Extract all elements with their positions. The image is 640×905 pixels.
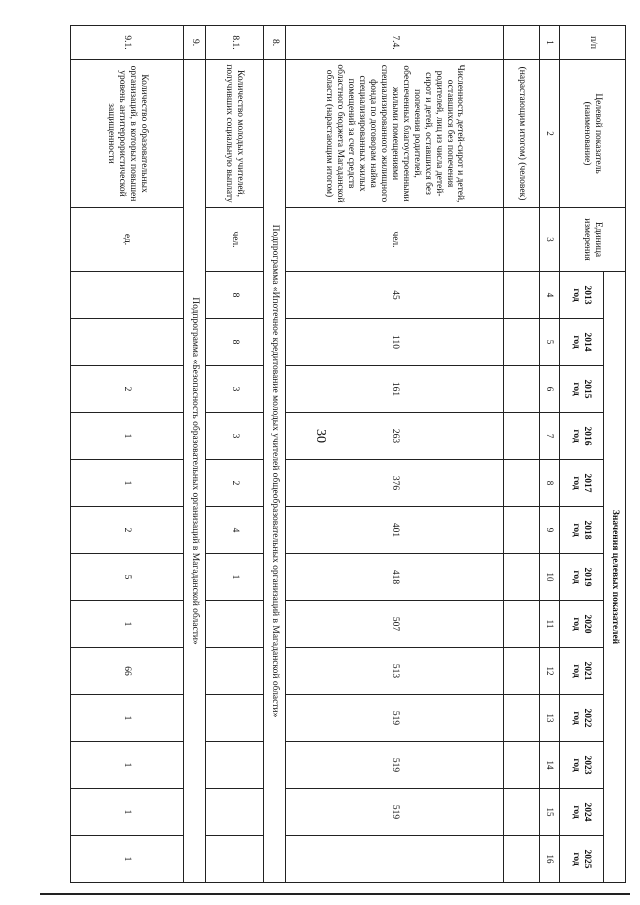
value-cell: 8 xyxy=(206,319,264,366)
header-year: 2024 год xyxy=(560,789,604,836)
value-cell xyxy=(71,319,184,366)
header-year: 2017 год xyxy=(560,460,604,507)
header-indicator: Целевой показатель (наименование) xyxy=(560,60,626,208)
value-cell: 1 xyxy=(71,413,184,460)
column-numbers-row xyxy=(540,26,560,883)
value-cell xyxy=(206,648,264,695)
indicator-name: (нарастающим итогом) (человек) xyxy=(504,60,540,208)
target-indicators-table xyxy=(70,25,626,883)
col-num: 1 xyxy=(540,26,560,60)
value-cell: 2 xyxy=(206,460,264,507)
value-cell: 519 xyxy=(286,695,504,742)
col-num: 4 xyxy=(540,272,560,319)
col-num: 16 xyxy=(540,836,560,883)
row-number: 9.1. xyxy=(71,26,184,60)
value-cell: 1 xyxy=(71,836,184,883)
table-row-7-4 xyxy=(286,26,504,883)
table-row-8-1 xyxy=(206,26,264,883)
value-cell: 513 xyxy=(286,648,504,695)
value-cell: 507 xyxy=(286,601,504,648)
indicator-name: Численность детей-сирот и детей, оставшихся без попечения родителей, лиц из числа детей-сирот и детей, оставшихся без попечения родителей, обеспеченных благоустроенными жилыми помещениями специализированного жилищного фонда по договорам найма специализированных жилых помещений за счет средств областного бюджета Магаданской области (нарастающим итогом) xyxy=(286,60,504,208)
header-year: 2020 год xyxy=(560,601,604,648)
bottom-rule xyxy=(40,893,630,895)
value-cell: 519 xyxy=(286,742,504,789)
col-num: 15 xyxy=(540,789,560,836)
value-cell xyxy=(206,836,264,883)
value-cell: 1 xyxy=(71,789,184,836)
col-num: 11 xyxy=(540,601,560,648)
subprogram-row-9 xyxy=(184,26,206,883)
unit: ед. xyxy=(71,208,184,272)
page-number: 30 xyxy=(313,429,328,443)
header-year: 2021 год xyxy=(560,648,604,695)
value-cell xyxy=(206,742,264,789)
indicator-name: Количество образовательных организаций, в которых повышен уровень антитеррористической защищенности xyxy=(71,60,184,208)
col-num: 13 xyxy=(540,695,560,742)
col-num: 10 xyxy=(540,554,560,601)
value-cell xyxy=(206,695,264,742)
header-year: 2014 год xyxy=(560,319,604,366)
header-year: 2016 год xyxy=(560,413,604,460)
subprogram-title: Подпрограмма «Ипотечное кредитование молодых учителей общеобразовательных организаций в Магаданской области» xyxy=(264,60,286,883)
value-cell xyxy=(286,836,504,883)
table-row-9-1 xyxy=(71,26,184,883)
col-num: 2 xyxy=(540,60,560,208)
header-year: 2015 год xyxy=(560,366,604,413)
value-cell: 1 xyxy=(206,554,264,601)
col-num: 5 xyxy=(540,319,560,366)
value-cell xyxy=(71,272,184,319)
value-cell: 401 xyxy=(286,507,504,554)
value-cell xyxy=(206,601,264,648)
col-num: 6 xyxy=(540,366,560,413)
value-cell: 2 xyxy=(71,366,184,413)
header-unit: Единица измерения xyxy=(560,208,626,272)
value-cell: 3 xyxy=(206,366,264,413)
header-year: 2022 год xyxy=(560,695,604,742)
value-cell: 161 xyxy=(286,366,504,413)
header-year: 2023 год xyxy=(560,742,604,789)
header-year: 2025 год xyxy=(560,836,604,883)
unit: чел. xyxy=(286,208,504,272)
row-number: 7.4. xyxy=(286,26,504,60)
table-row-continuation xyxy=(504,26,540,883)
col-num: 14 xyxy=(540,742,560,789)
value-cell: 1 xyxy=(71,695,184,742)
row-number: 8.1. xyxy=(206,26,264,60)
value-cell: 110 xyxy=(286,319,504,366)
value-cell: 1 xyxy=(71,742,184,789)
value-cell: 2 xyxy=(71,507,184,554)
col-num: 9 xyxy=(540,507,560,554)
value-cell: 376 xyxy=(286,460,504,507)
header-year: 2018 год xyxy=(560,507,604,554)
col-num: 3 xyxy=(540,208,560,272)
col-num: 7 xyxy=(540,413,560,460)
value-cell: 1 xyxy=(71,460,184,507)
header-year: 2019 год xyxy=(560,554,604,601)
subprogram-row-8 xyxy=(264,26,286,883)
row-number: 8. xyxy=(264,26,286,60)
value-cell: 519 xyxy=(286,789,504,836)
value-cell: 5 xyxy=(71,554,184,601)
value-cell: 4 xyxy=(206,507,264,554)
header-no: п/п xyxy=(560,26,626,60)
value-cell: 1 xyxy=(71,601,184,648)
indicator-name: Количество молодых учителей, получивших социальную выплату xyxy=(206,60,264,208)
value-cell: 45 xyxy=(286,272,504,319)
unit: чел. xyxy=(206,208,264,272)
value-cell: 3 xyxy=(206,413,264,460)
value-cell: 263 xyxy=(286,413,504,460)
subprogram-title: Подпрограмма «Безопасность образовательных организаций в Магаданской области» xyxy=(184,60,206,883)
header-values-group: Значения целевых показателей xyxy=(604,272,626,883)
value-cell: 8 xyxy=(206,272,264,319)
col-num: 8 xyxy=(540,460,560,507)
rotated-table-container xyxy=(71,25,626,880)
row-number: 9. xyxy=(184,26,206,60)
col-num: 12 xyxy=(540,648,560,695)
header-year: 2013 год xyxy=(560,272,604,319)
value-cell: 418 xyxy=(286,554,504,601)
value-cell xyxy=(206,789,264,836)
value-cell: 66 xyxy=(71,648,184,695)
